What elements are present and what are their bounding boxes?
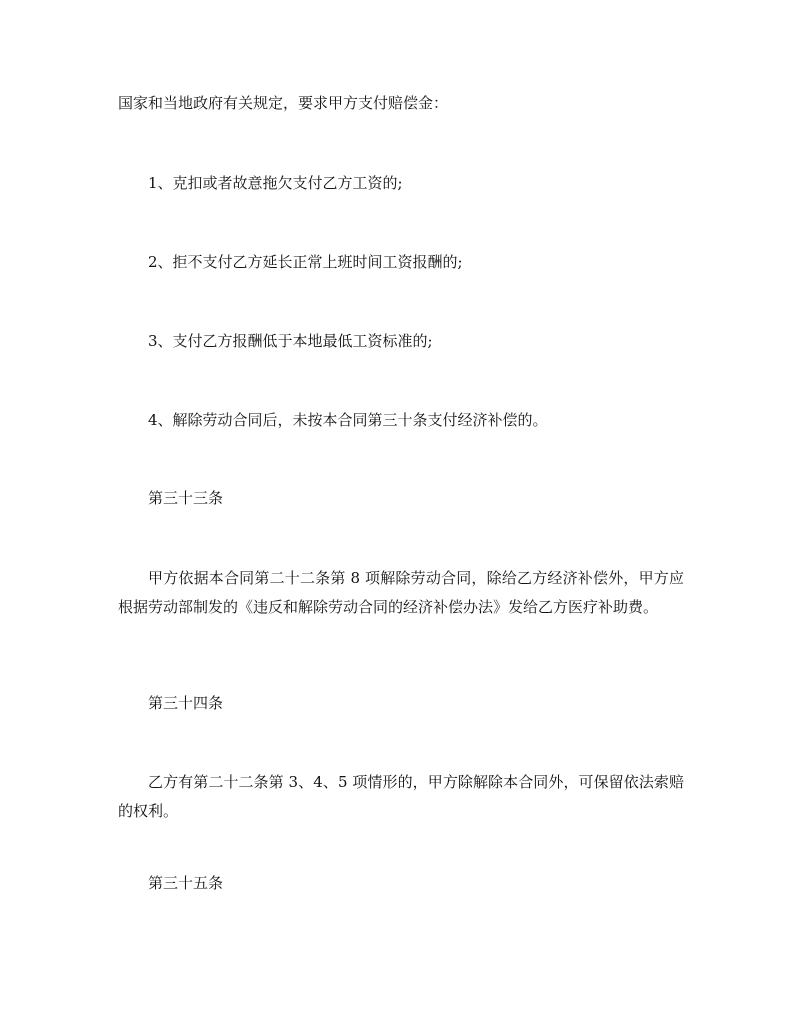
article-33-heading: 第三十三条: [148, 489, 224, 507]
list-item-3: 3、支付乙方报酬低于本地最低工资标准的;: [148, 332, 433, 350]
list-item-2: 2、拒不支付乙方延长正常上班时间工资报酬的;: [148, 253, 463, 271]
article-34-heading: 第三十四条: [148, 694, 224, 712]
list-item-4: 4、解除劳动合同后，未按本合同第三十条支付经济补偿的。: [148, 411, 548, 429]
article-34-body: 乙方有第二十二条第 3、4、5 项情形的，甲方除解除本合同外，可保留依法索赔的权利。: [118, 773, 684, 820]
intro-line: 国家和当地政府有关规定，要求甲方支付赔偿金：: [118, 94, 449, 112]
list-item-1: 1、克扣或者故意拖欠支付乙方工资的;: [148, 174, 403, 192]
article-33-body: 甲方依据本合同第二十二条第 8 项解除劳动合同，除给乙方经济补偿外，甲方应根据劳动部制发的《违反和解除劳动合同的经济补偿办法》发给乙方医疗补助费。: [118, 569, 684, 616]
article-35-heading: 第三十五条: [148, 874, 224, 892]
